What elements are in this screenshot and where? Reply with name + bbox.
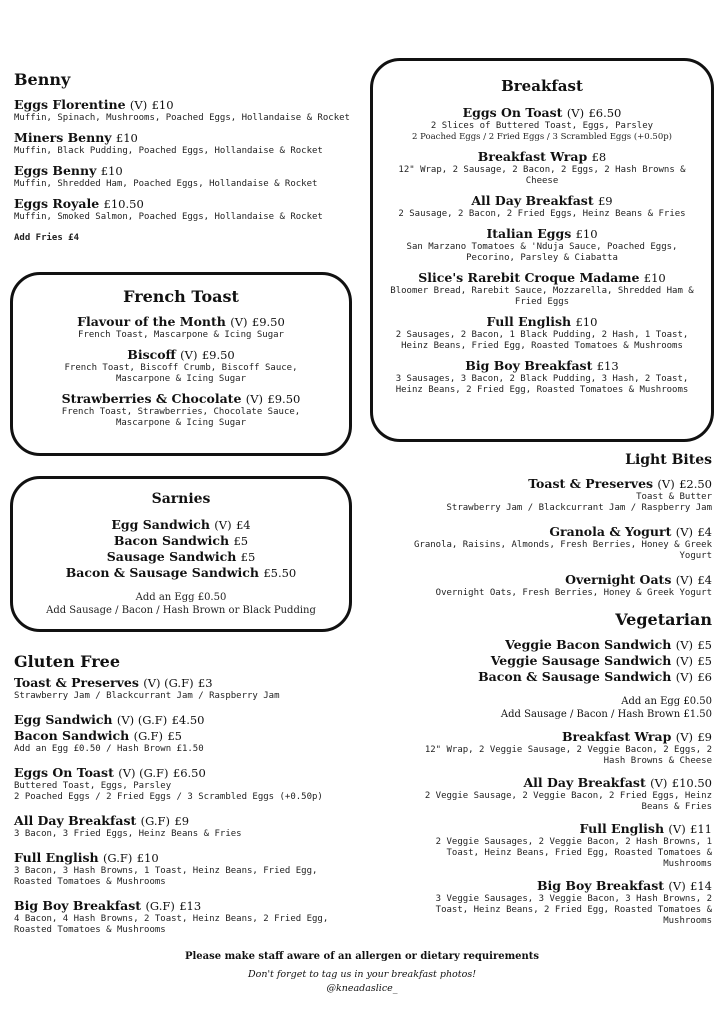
menu-item [380,524,712,562]
item-price: £4.50 [171,713,205,727]
menu-item [13,391,349,429]
sarnies-box [10,476,352,632]
item-desc: Add an Egg £0.50 / Hash Brown £1.50 [14,744,204,754]
menu-item [381,270,703,308]
menu-item [381,226,703,264]
item-desc: Overnight Oats, Fresh Berries, Honey & Greek Yogurt [435,588,712,598]
item-tag: (V) (G.F) [116,713,168,727]
light-bites-section [380,452,712,605]
allergen-notice: Please make staff aware of an allergen or dietary requirements [184,951,540,962]
item-price: £10 [136,851,159,865]
french-toast-title: French Toast [123,287,239,306]
item-name: All Day Breakfast [14,813,137,828]
menu-item [381,193,703,220]
item-tag: (V) [657,477,675,491]
item-price: £10 [643,271,666,285]
item-price: £11 [690,822,712,836]
menu-item [380,476,712,514]
item-tag: (G.F) [102,851,133,865]
menu-item [380,821,712,870]
item-tag: (V) [675,638,693,652]
item-name: Eggs On Toast [14,765,114,780]
item-price: £5 [233,534,249,548]
menu-item [13,347,349,385]
item-desc: San Marzano Tomatoes & 'Nduja Sauce, Poached Eggs, Pecorino, Parsley & Ciabatta [406,242,678,263]
item-tag: (V) (G.F) [143,676,194,690]
item-name: All Day Breakfast [471,193,594,208]
item-tag: (V) [230,315,248,329]
menu-item [14,196,359,223]
item-name: All Day Breakfast [523,775,646,790]
item-tag: (V) [566,106,585,120]
menu-item [380,878,712,927]
vegetarian-section [380,610,712,933]
item-price: £8 [591,150,607,164]
item-price: £5 [697,654,712,668]
item-desc: Muffin, Shredded Ham, Poached Eggs, Hollandaise & Rocket [14,179,318,189]
item-price: £6.50 [172,766,206,780]
item-name: Breakfast Wrap [561,729,672,744]
item-price: £10 [151,98,174,112]
item-desc: French Toast, Strawberries, Chocolate Sauce, Mascarpone & Icing Sugar [61,407,301,428]
item-tag: (V) [675,525,693,539]
item-tag: (V) [675,654,693,668]
item-price: £3 [197,676,213,690]
item-desc: French Toast, Mascarpone & Icing Sugar [78,330,284,340]
item-desc: Muffin, Black Pudding, Poached Eggs, Hollandaise & Rocket [14,146,323,156]
item-price: £6 [697,670,712,684]
sarnie-item [13,549,349,565]
menu-item [13,314,349,341]
item-tag: (V) [214,518,232,532]
item-tag: (V) [650,776,668,790]
item-desc: 3 Bacon, 3 Fried Eggs, Heinz Beans & Fries [14,829,242,839]
item-name: Eggs Benny [14,163,97,178]
menu-item [14,97,359,124]
item-tag: (G.F) [140,814,171,828]
item-name: Veggie Sausage Sandwich [490,653,672,668]
social-handle: @kneadaslice_ [326,983,398,994]
item-desc: 12" Wrap, 2 Sausage, 2 Bacon, 2 Eggs, 2 Hash Browns & Cheese [398,165,686,186]
sarnie-item [13,517,349,533]
breakfast-box [370,58,714,442]
item-price: £10 [575,315,598,329]
item-price: £10 [100,164,123,178]
item-price: £10 [575,227,598,241]
item-price: £9 [597,194,613,208]
sarnie-item [13,565,349,581]
item-tag: (V) [675,730,693,744]
item-name: Bacon Sandwich [113,533,230,548]
footer [0,950,724,996]
item-price: £4 [235,518,251,532]
item-price: £4 [697,573,712,587]
menu-item [380,775,712,813]
item-name: Flavour of the Month [77,314,226,329]
item-desc: French Toast, Biscoff Crumb, Biscoff Sauce, Mascarpone & Icing Sugar [64,363,298,384]
menu-item [14,765,354,803]
menu-item [14,898,354,936]
veg-sandwich [380,637,712,653]
breakfast-title: Breakfast [501,77,583,95]
item-price: £9.50 [267,392,301,406]
item-tag: (G.F) [145,899,175,913]
item-price: £13 [596,359,619,373]
item-desc: Muffin, Smoked Salmon, Poached Eggs, Hollandaise & Rocket [14,212,323,222]
menu-item [14,728,354,755]
item-name: Eggs Royale [14,196,100,211]
menu-item [380,729,712,767]
menu-item [14,163,359,190]
sarnies-title: Sarnies [151,491,211,507]
item-name: Big Boy Breakfast [14,898,142,913]
item-desc: Strawberry Jam / Blackcurrant Jam / Raspberry Jam [14,691,280,701]
item-name: Bacon Sandwich [14,728,130,743]
item-price: £4 [697,525,712,539]
item-name: Full English [14,850,99,865]
item-desc: 2 Sausages, 2 Bacon, 1 Black Pudding, 2 Hash, 1 Toast, Heinz Beans, Fried Egg, Roasted Tomatoes & Mushrooms [395,330,689,351]
menu-item [14,813,354,840]
item-desc: 2 Veggie Sausages, 2 Veggie Bacon, 2 Hash Browns, 1 Toast, Heinz Beans, Fried Egg, Roasted Tomatoes & Mushrooms [435,837,712,869]
item-name: Overnight Oats [565,572,672,587]
tag-line: Don't forget to tag us in your breakfast photos! [247,969,477,980]
item-name: Veggie Bacon Sandwich [505,637,672,652]
item-price: £5.50 [263,566,297,580]
item-price: £9.50 [201,348,235,362]
item-name: Toast & Preserves [14,675,139,690]
veg-sandwich [380,669,712,685]
item-name: Granola & Yogurt [549,524,672,539]
item-desc: Bloomer Bread, Rarebit Sauce, Mozzarella, Shredded Ham & Fried Eggs [390,286,694,307]
item-tag: (V) [245,392,264,406]
menu-item [14,850,354,888]
item-price: £5 [167,729,182,743]
item-name: Sausage Sandwich [106,549,237,564]
item-price: £5 [240,550,256,564]
menu-item [381,149,703,187]
menu-item [381,314,703,352]
item-price: £6.50 [588,106,622,120]
gluten-free-title: Gluten Free [14,652,121,671]
item-name: Biscoff [127,347,176,362]
item-tag: (V) [675,670,693,684]
sarnies-extra: Add an Egg £0.50 [135,592,227,603]
item-price: £2.50 [679,477,712,491]
item-price: £9 [174,814,190,828]
item-price: £14 [690,879,712,893]
item-name: Full English [579,821,665,836]
french-toast-box [10,272,352,456]
item-name: Toast & Preserves [528,476,654,491]
item-name: Eggs Florentine [14,97,126,112]
item-desc: Strawberry Jam / Blackcurrant Jam / Raspberry Jam [446,503,712,513]
item-desc: Granola, Raisins, Almonds, Fresh Berries, Honey & Greek Yogurt [413,540,712,561]
item-name: Strawberries & Chocolate [61,391,242,406]
item-tag: (V) (G.F) [118,766,169,780]
menu-item [14,712,354,728]
item-tag: (V) [675,573,693,587]
item-desc: 3 Sausages, 3 Bacon, 2 Black Pudding, 3 Hash, 2 Toast, Heinz Beans, 2 Fried Egg, Roasted Tomatoes & Mushrooms [395,374,689,395]
item-name: Italian Eggs [486,226,572,241]
item-price: £5 [697,638,712,652]
item-desc: Toast & Butter [636,492,712,502]
item-name: Miners Benny [14,130,112,145]
sarnies-extra: Add Sausage / Bacon / Hash Brown or Black Pudding [46,605,316,616]
item-name: Bacon & Sausage Sandwich [65,565,259,580]
item-desc: 2 Poached Eggs / 2 Fried Eggs / 3 Scrambled Eggs (+0.50p) [14,792,323,802]
item-desc: Buttered Toast, Eggs, Parsley [14,781,172,791]
item-desc: 4 Bacon, 4 Hash Browns, 2 Toast, Heinz Beans, 2 Fried Egg, Roasted Tomatoes & Mushrooms [14,914,329,935]
item-price: £10.50 [103,197,144,211]
item-desc: Muffin, Spinach, Mushrooms, Poached Eggs, Hollandaise & Rocket [14,113,350,123]
vegetarian-title: Vegetarian [615,610,712,629]
veg-extra: Add an Egg £0.50 [621,696,712,707]
item-name: Big Boy Breakfast [536,878,665,893]
item-price: £13 [179,899,202,913]
item-tag: (V) [668,822,686,836]
sarnie-item [13,533,349,549]
item-name: Egg Sandwich [14,712,113,727]
item-tag: (V) [129,98,148,112]
menu-item [14,130,359,157]
item-price: £9 [697,730,712,744]
item-desc: 3 Veggie Sausages, 3 Veggie Bacon, 3 Hash Browns, 2 Toast, Heinz Beans, 2 Fried Egg, Roasted Tomatoes & Mushrooms [435,894,712,926]
veg-extra: Add Sausage / Bacon / Hash Brown £1.50 [500,709,712,720]
item-desc: 12" Wrap, 2 Veggie Sausage, 2 Veggie Bacon, 2 Eggs, 2 Hash Browns & Cheese [424,745,712,766]
menu-item [381,105,703,143]
veg-sandwich [380,653,712,669]
item-desc: 2 Slices of Buttered Toast, Eggs, Parsley [430,121,654,131]
item-name: Full English [486,314,572,329]
item-price: £10.50 [671,776,712,790]
benny-title: Benny [14,70,71,89]
item-price: £9.50 [251,315,285,329]
menu-item [381,358,703,396]
item-desc: 2 Poached Eggs / 2 Fried Eggs / 3 Scrambled Eggs (+0.50p) [412,132,672,142]
item-name: Breakfast Wrap [477,149,588,164]
item-tag: (V) [668,879,686,893]
benny-note: Add Fries £4 [14,233,80,243]
menu-item [14,675,354,702]
item-tag: (V) [180,348,198,362]
item-tag: (G.F) [133,729,163,743]
item-name: Bacon & Sausage Sandwich [478,669,672,684]
menu-item [380,572,712,599]
item-desc: 3 Bacon, 3 Hash Browns, 1 Toast, Heinz Beans, Fried Egg, Roasted Tomatoes & Mushrooms [14,866,318,887]
gluten-free-section [14,652,354,942]
light-bites-title: Light Bites [625,452,712,468]
item-name: Big Boy Breakfast [465,358,593,373]
item-price: £10 [115,131,138,145]
item-desc: 2 Veggie Sausage, 2 Veggie Bacon, 2 Fried Eggs, Heinz Beans & Fries [424,791,712,812]
item-desc: 2 Sausage, 2 Bacon, 2 Fried Eggs, Heinz Beans & Fries [398,209,686,219]
item-name: Eggs On Toast [462,105,563,120]
benny-section [14,70,359,244]
item-name: Egg Sandwich [111,517,210,532]
item-name: Slice's Rarebit Croque Madame [418,270,640,285]
